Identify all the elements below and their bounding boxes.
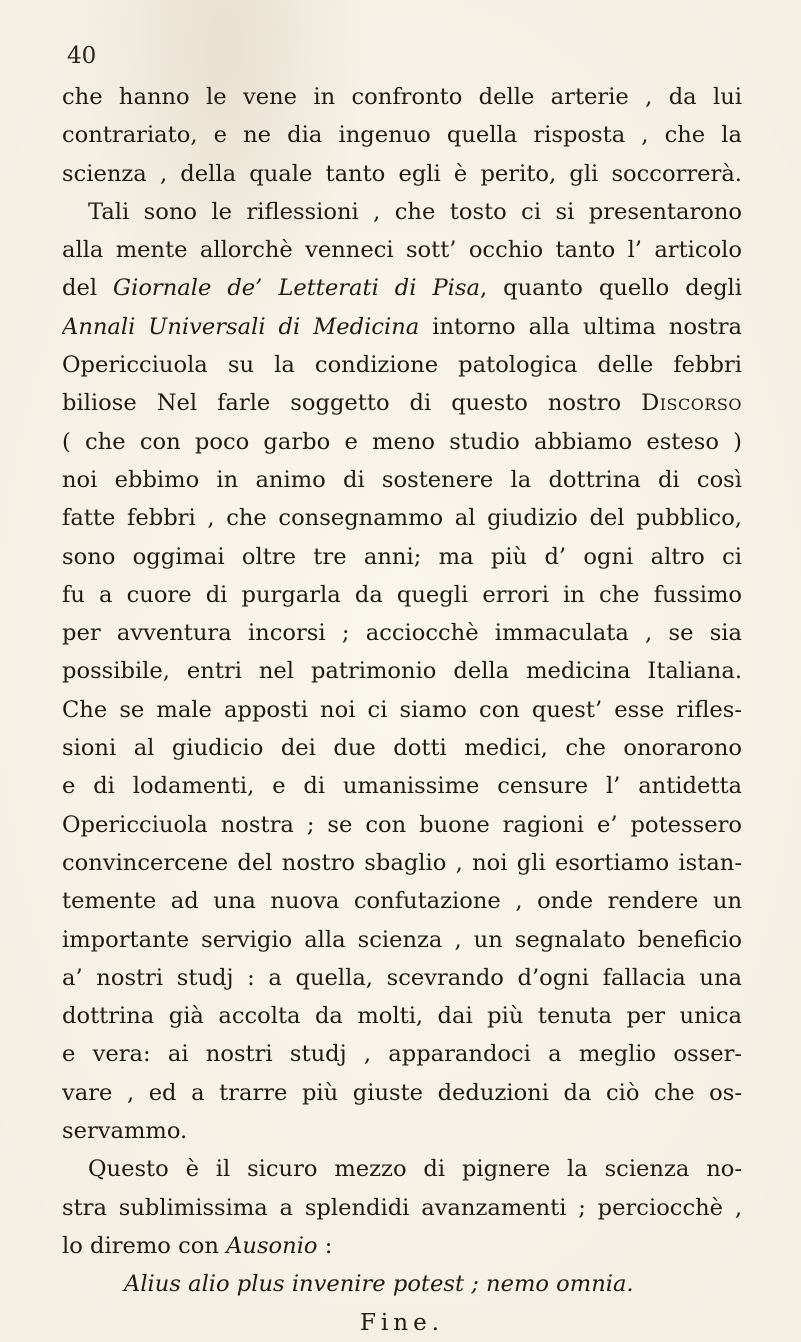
text-line: vare , ed a trarre più giuste deduzioni da ciò che os- [62, 1079, 742, 1106]
text-line: sioni al giudicio dei due dotti medici, che onorarono [62, 735, 742, 762]
text-line: che hanno le vene in confronto delle arterie , da lui [62, 84, 742, 110]
text-line: noi ebbimo in animo di sostenere la dottrina di così [62, 466, 742, 493]
text-line: sono oggimai oltre tre anni; ma più d’ ogni altro ci [62, 543, 742, 570]
text-line: a’ nostri studj : a quella, scevrando d’ogni fallacia una [62, 964, 742, 991]
journal-title-pisa: Giornale de’ Letterati di Pisa [113, 275, 480, 302]
fine-colophon: Fine. [359, 1309, 445, 1336]
text-line: Tali sono le riflessioni , che tosto ci si presentarono [88, 198, 742, 225]
text-line: Opericciuola su la condizione patologica delle febbri [62, 352, 742, 379]
text-line: lo diremo con Ausonio : [62, 1232, 333, 1259]
text-line: Annali Universali di Medicina intorno alla ultima nostra [62, 313, 742, 340]
text-line: dottrina già accolta da molti, dai più tenuta per unica [62, 1003, 742, 1030]
text-line: convincercene del nostro sbaglio , noi gli esortiamo istan- [62, 849, 742, 876]
text-line: Che se male apposti noi ci siamo con quest’ esse rifles- [62, 696, 742, 723]
discorso-small-caps: Discorso [641, 390, 742, 417]
text-line: Questo è il sicuro mezzo di pignere la scienza no- [88, 1156, 742, 1183]
text-line: per avventura incorsi ; acciocchè immaculata , se sia [62, 620, 742, 647]
text-line: fu a cuore di purgarla da quegli errori in che fussimo [62, 581, 742, 608]
text-line: servammo. [62, 1118, 188, 1145]
text-line: alla mente allorchè venneci sott’ occhio tanto l’ articolo [62, 237, 742, 264]
text-line: scienza , della quale tanto egli è perito, gli soccorrerà. [62, 160, 742, 187]
text-line: importante servigio alla scienza , un segnalato beneficio [62, 926, 742, 953]
text-line: temente ad una nuova confutazione , onde rendere un [62, 888, 742, 915]
journal-title-annali: Annali Universali di Medicina [62, 313, 420, 340]
text-line: possibile, entri nel patrimonio della medicina Italiana. [62, 658, 742, 685]
text-line: e vera: ai nostri studj , apparandoci a meglio osser- [62, 1041, 742, 1068]
text-line: stra sublimissima a splendidi avanzamenti ; perciocchè , [62, 1194, 742, 1221]
text-line: Opericciuola nostra ; se con buone ragioni e’ potessero [62, 811, 742, 838]
text-line: e di lodamenti, e di umanissime censure l’ antidetta [62, 773, 742, 800]
text-line: ( che con poco garbo e meno studio abbiamo esteso ) [62, 428, 742, 455]
text-line: fatte febbri , che consegnammo al giudizio del pubblico, [62, 505, 742, 532]
author-name-ausonio: Ausonio [226, 1232, 318, 1259]
latin-quote: Alius alio plus invenire potest ; nemo omnia. [124, 1271, 634, 1298]
text-line: contrariato, e ne dia ingenuo quella risposta , che la [62, 122, 742, 149]
page-number: 40 [67, 43, 97, 69]
text-line: del Giornale de’ Letterati di Pisa, quanto quello degli [62, 275, 742, 302]
body-text [62, 78, 742, 1342]
text-line: biliose Nel farle soggetto di questo nostro Discorso [62, 390, 742, 417]
